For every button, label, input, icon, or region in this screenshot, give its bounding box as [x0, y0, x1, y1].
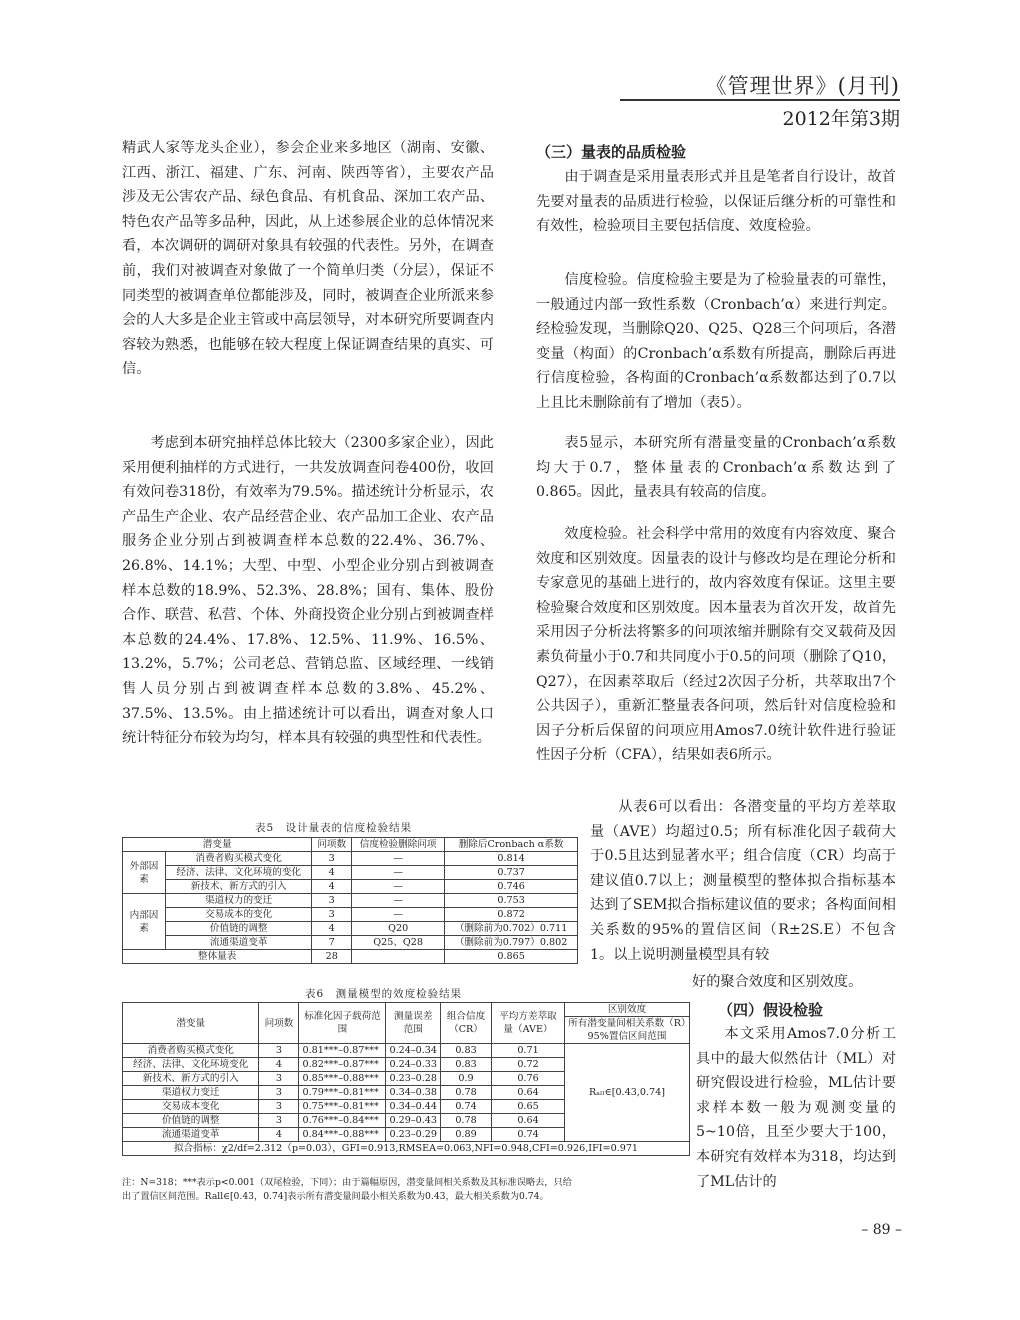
table-cell: 渠道权力的变迁 — [166, 894, 312, 908]
table-cell: 3 — [259, 1044, 299, 1058]
table5-group: 内部因素 — [123, 894, 166, 950]
table6-header: 组合信度（CR） — [441, 1003, 492, 1044]
right-paragraph-4: 效度检验。社会科学中常用的效度有内容效度、聚合效度和区别效度。因量表的设计与修改均是在理论分析和专家意见的基础上进行的，故内容效度有保证。这里主要检验聚合效度和区别效度。因本量表为首次开发，故首先采用因子分析法将繁多的问项浓缩并删除有交叉载荷及因素负荷量小于0.7和共同度小于0.5的问项（删除了Q10，Q27），在因素萃取后（经过2次因子分析，共萃取出7个公共因子），重新汇整量表各问项，然后针对信度检验和因子分析后保留的问项应用Amos7.0统计软件进行验证性因子分析（CFA），结果如表6所示。 — [536, 526, 896, 764]
table-row — [123, 936, 578, 950]
table-cell: 0.82***–0.87*** — [299, 1058, 386, 1072]
issue-label: 2012年第3期 — [782, 108, 900, 130]
table-cell: 0.34–0.38 — [386, 1086, 441, 1100]
table-cell: — — [352, 866, 445, 880]
table-cell: 0.74 — [441, 1100, 492, 1114]
table6 — [122, 1002, 690, 1156]
table-cell: 0.76***–0.84*** — [299, 1114, 386, 1128]
table6-header: 标准化因子载荷范围 — [299, 1003, 386, 1044]
table-cell: 新技术、新方式的引入 — [123, 1072, 259, 1086]
table-cell: 0.29–0.43 — [386, 1114, 441, 1128]
table-cell: 7 — [312, 936, 352, 950]
right-paragraph-3: 表5显示，本研究所有潜量变量的Cronbach’α系数均大于0.7，整体量表的Cronbach’α系数达到了0.865。因此，量表具有较高的信度。 — [536, 435, 896, 501]
table-cell: 0.746 — [445, 880, 578, 894]
table-cell: 0.23–0.29 — [386, 1128, 441, 1142]
table-row — [123, 922, 578, 936]
table-cell: 流通渠道变革 — [123, 1128, 259, 1142]
section-heading-4: （四）假设检验 — [718, 1001, 824, 1019]
table-cell: 0.65 — [492, 1100, 565, 1114]
table-row — [123, 880, 578, 894]
table-cell: 0.85***–0.88*** — [299, 1072, 386, 1086]
table-cell: 3 — [259, 1086, 299, 1100]
table-cell: 渠道权力变迁 — [123, 1086, 259, 1100]
table-cell: 新技术、新方式的引入 — [166, 880, 312, 894]
table-cell: 0.872 — [445, 908, 578, 922]
table-cell: 0.83 — [441, 1044, 492, 1058]
table-cell: Q25、Q28 — [352, 936, 445, 950]
table-cell: 0.78 — [441, 1086, 492, 1100]
right-paragraph-5a: 从表6可以看出：各潜变量的平均方差萃取量（AVE）均超过0.5；所有标准化因子载荷大于0.5且达到显著水平；组合信度（CR）均高于建议值0.7以上；测量模型的整体拟合指标基本达到了SEM拟合指标建议值的要求；各构面间相关系数的95%的置信区间（R±2S.E）不包含1。以上说明测量模型具有较 — [590, 799, 896, 963]
table-cell: （删除前为0.797）0.802 — [445, 936, 578, 950]
table-cell: 流通渠道变革 — [166, 936, 312, 950]
left-paragraph-2: 考虑到本研究抽样总体比较大（2300多家企业），因此采用便利抽样的方式进行，一共发放调查问卷400份，收回有效问卷318份，有效率为79.5%。描述统计分析显示，农产品生产企业、农产品经营企业、农产品加工企业、农产品服务企业分别占到被调查样本总数的22.4%、36.7%、26.8%、14.1%；大型、中型、小型企业分别占到被调查样本总数的18.9%、52.3%、28.8%；国有、集体、股份合作、联营、私营、个体、外商投资企业分别占到被调查样本总数的24.4%、17.8%、12.5%、11.9%、16.5%、13.2%，5.7%；公司老总、营销总监、区域经理、一线销售人员分别占到被调查样本总数的3.8%、45.2%、37.5%、13.5%。由上描述统计可以看出，调查对象人口统计特征分布较为均匀，样本具有较强的典型性和代表性。 — [122, 435, 494, 747]
table-cell: 0.24–0.33 — [386, 1058, 441, 1072]
table-cell: 交易成本的变化 — [166, 908, 312, 922]
table5-caption: 表5 设计量表的信度检验结果 — [255, 822, 413, 834]
table-cell: 0.814 — [445, 852, 578, 866]
table-cell: 整体量表 — [123, 950, 312, 964]
table-cell: 0.81***–0.87*** — [299, 1044, 386, 1058]
right-paragraph-2: 信度检验。信度检验主要是为了检验量表的可靠性，一般通过内部一致性系数（Cronbach’α）来进行判定。经检验发现，当删除Q20、Q25、Q28三个问项后，各潜变量（构面）的Cronbach’α系数有所提高，删除后再进行信度检验，各构面的Cronbach’α系数都达到了0.7以上且比未删除前有了增加（表5）。 — [536, 272, 896, 411]
table-cell: — — [352, 908, 445, 922]
table-row — [123, 908, 578, 922]
table-cell: 价值链的调整 — [123, 1114, 259, 1128]
table-cell: 0.865 — [445, 950, 578, 964]
table6-note-line2: 出了置信区间范围。Rall∈[0.43，0.74]表示所有潜变量间最小相关系数为0.43，最大相关系数为0.74。 — [122, 1191, 549, 1202]
table-cell: 0.71 — [492, 1044, 565, 1058]
table6-note-line1: 注：N=318；***表示p<0.001（双尾检验，下同）；由于篇幅原因，潜变量间相关系数及其标准误略去，只给 — [122, 1177, 572, 1188]
table5 — [122, 837, 578, 964]
table-cell: 0.24–0.34 — [386, 1044, 441, 1058]
table-cell: 0.76 — [492, 1072, 565, 1086]
table-cell: Q20 — [352, 922, 445, 936]
table-cell: 0.89 — [441, 1128, 492, 1142]
table5-header: 问项数 — [312, 838, 352, 852]
table-cell: 28 — [312, 950, 352, 964]
table-row — [123, 950, 578, 964]
table-cell: 经济、法律、文化环境的变化 — [166, 866, 312, 880]
journal-title: 《管理世界》(月刊) — [705, 74, 900, 98]
table5-group: 外部因素 — [123, 852, 166, 894]
table5-header-row — [123, 838, 578, 852]
table-cell: 0.74 — [492, 1128, 565, 1142]
table-cell: 3 — [312, 894, 352, 908]
table5-header: 潜变量 — [123, 838, 312, 852]
table-cell: — — [352, 852, 445, 866]
table-cell: 0.9 — [441, 1072, 492, 1086]
table-cell: 3 — [259, 1100, 299, 1114]
table-cell: 0.72 — [492, 1058, 565, 1072]
table-cell: 消费者购买模式变化 — [123, 1044, 259, 1058]
table-cell: 3 — [259, 1072, 299, 1086]
section-heading-3: （三）量表的品质检验 — [536, 143, 687, 161]
table-cell: 4 — [259, 1058, 299, 1072]
table-cell: 交易成本变化 — [123, 1100, 259, 1114]
table6-merged-cell: Rₐₗₗ∈[0.43,0.74] — [565, 1044, 690, 1142]
table-cell: — — [352, 880, 445, 894]
table-cell: 0.34–0.44 — [386, 1100, 441, 1114]
table6-header-row — [123, 1003, 690, 1017]
table-cell: 0.737 — [445, 866, 578, 880]
header-rule — [620, 99, 900, 101]
right-paragraph-6: 本文采用Amos7.0分析工具中的最大似然估计（ML）对研究假设进行检验，ML估计要求样本数一般为观测变量的5~10倍，且至少要大于100，本研究有效样本为318，均达到了ML估计的 — [696, 1026, 896, 1190]
table-cell: 消费者购买模式变化 — [166, 852, 312, 866]
table6-fit-indices: 拟合指标：χ2/df=2.312（p=0.03），GFI=0.913,RMSEA=0.063,NFI=0.948,CFI=0.926,IFI=0.971 — [123, 1142, 690, 1156]
table6-header: 测量误差范围 — [386, 1003, 441, 1044]
table6-header: 平均方差萃取量（AVE） — [492, 1003, 565, 1044]
table6-header: 问项数 — [259, 1003, 299, 1044]
table-cell: 0.79***–0.81*** — [299, 1086, 386, 1100]
table6-caption: 表6 测量模型的效度检验结果 — [305, 988, 463, 1000]
table-cell: 经济、法律、文化环境变化 — [123, 1058, 259, 1072]
table-cell: 3 — [312, 908, 352, 922]
table-cell: 0.78 — [441, 1114, 492, 1128]
table-cell: 3 — [312, 852, 352, 866]
left-paragraph-1: 精武人家等龙头企业），参会企业来多地区（湖南、安徽、江西、浙江、福建、广东、河南、陕西等省），主要农产品涉及无公害农产品、绿色食品、有机食品、深加工农产品、特色农产品等多品种，因此，从上述参展企业的总体情况来看，本次调研的调研对象具有较强的代表性。另外，在调查前，我们对被调查对象做了一个简单归类（分层），保证不同类型的被调查单位都能涉及，同时，被调查企业所派来参会的人大多是企业主管或中高层领导，对本研究所要调查内容较为熟悉，也能够在较大程度上保证调查结果的真实、可信。 — [122, 140, 494, 378]
table6-fit-row — [123, 1142, 690, 1156]
table5-header: 删除后Cronbach α系数 — [445, 838, 578, 852]
table-cell: 4 — [312, 880, 352, 894]
table-cell: 价值链的调整 — [166, 922, 312, 936]
table-cell: 0.23–0.28 — [386, 1072, 441, 1086]
table-cell: 4 — [312, 866, 352, 880]
table-row — [123, 1044, 690, 1058]
table-cell: 0.64 — [492, 1086, 565, 1100]
table-cell: 3 — [259, 1114, 299, 1128]
table-cell: 0.64 — [492, 1114, 565, 1128]
table-row — [123, 866, 578, 880]
table5-header: 信度检验删除问项 — [352, 838, 445, 852]
table-cell: 4 — [312, 922, 352, 936]
table-cell: 0.83 — [441, 1058, 492, 1072]
table-cell: 0.753 — [445, 894, 578, 908]
table-row — [123, 894, 578, 908]
table-cell: — — [352, 894, 445, 908]
table6-header: 潜变量 — [123, 1003, 259, 1044]
table-cell: 0.75***–0.81*** — [299, 1100, 386, 1114]
table-row — [123, 852, 578, 866]
right-paragraph-5b: 好的聚合效度和区别效度。 — [692, 974, 863, 990]
page-number: – 89 – — [861, 1222, 902, 1238]
table-cell: 4 — [259, 1128, 299, 1142]
table-cell — [352, 950, 445, 964]
table-cell: （删除前为0.702）0.711 — [445, 922, 578, 936]
table6-header: 所有潜变量间相关系数（R）95%置信区间范围 — [565, 1017, 690, 1044]
right-paragraph-1: 由于调查是采用量表形式并且是笔者自行设计，故首先要对量表的品质进行检验，以保证后继分析的可靠性和有效性，检验项目主要包括信度、效度检验。 — [536, 169, 896, 235]
table6-header: 区别效度 — [565, 1003, 690, 1017]
table-cell: 0.84***–0.88*** — [299, 1128, 386, 1142]
